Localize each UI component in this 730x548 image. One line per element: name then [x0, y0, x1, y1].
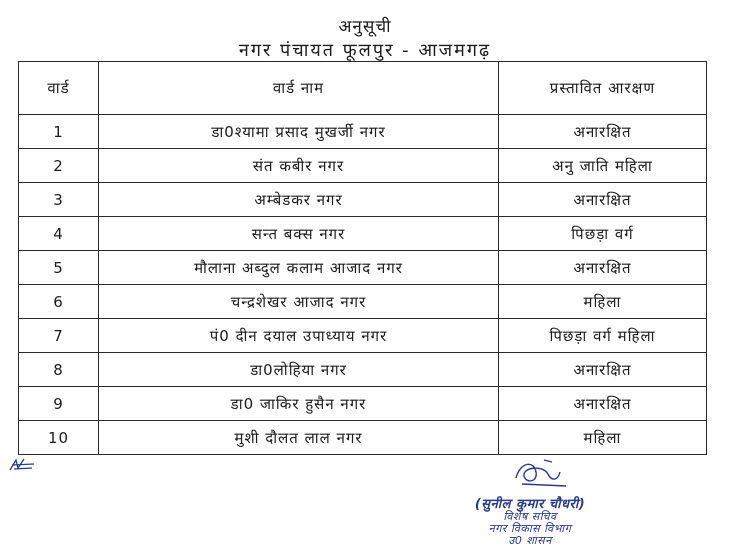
ward-name: मौलाना अब्दुल कलाम आजाद नगर — [99, 251, 499, 285]
ward-reservation: अनारक्षित — [499, 387, 707, 421]
ward-number: 6 — [19, 285, 99, 319]
signatory-office: उ0 शासन — [508, 534, 552, 547]
ward-number: 2 — [19, 149, 99, 183]
ward-reservation: महिला — [499, 285, 707, 319]
ward-name: सन्त बक्स नगर — [99, 217, 499, 251]
ward-name: मुशी दौलत लाल नगर — [99, 421, 499, 455]
ward-number: 4 — [19, 217, 99, 251]
signature-block — [430, 456, 630, 547]
ward-number: 5 — [19, 251, 99, 285]
ward-name: डा0लोहिया नगर — [99, 353, 499, 387]
table-row — [19, 285, 707, 319]
ward-name: डा0 जाकिर हुसैन नगर — [99, 387, 499, 421]
ward-name: अम्बेडकर नगर — [99, 183, 499, 217]
table-row — [19, 387, 707, 421]
table-row — [19, 149, 707, 183]
ward-name: पं0 दीन दयाल उपाध्याय नगर — [99, 319, 499, 353]
ward-number: 1 — [19, 115, 99, 149]
table-row — [19, 421, 707, 455]
table-row — [19, 115, 707, 149]
ward-reservation: अनारक्षित — [499, 251, 707, 285]
ward-reservation: पिछड़ा वर्ग — [499, 217, 707, 251]
ward-reservation: महिला — [499, 421, 707, 455]
ward-name: संत कबीर नगर — [99, 149, 499, 183]
ward-number: 9 — [19, 387, 99, 421]
ward-reservation: अनु जाति महिला — [499, 149, 707, 183]
table-row — [19, 183, 707, 217]
signatory-department: नगर विकास विभाग — [488, 522, 572, 535]
ward-reservation-table — [18, 61, 707, 455]
signature-scribble-icon — [508, 456, 578, 490]
ward-name: चन्द्रशेखर आजाद नगर — [99, 285, 499, 319]
ward-reservation: अनारक्षित — [499, 183, 707, 217]
signatory-designation: विशेष सचिव — [503, 510, 557, 523]
table-row — [19, 319, 707, 353]
pen-mark-icon — [8, 456, 38, 476]
ward-reservation: अनारक्षित — [499, 353, 707, 387]
table-row — [19, 217, 707, 251]
table-row — [19, 251, 707, 285]
ward-number: 3 — [19, 183, 99, 217]
signatory-name: (सुनील कुमार चौधरी) — [474, 497, 586, 512]
ward-name: डा0श्यामा प्रसाद मुखर्जी नगर — [99, 115, 499, 149]
header-ward-name: वार्ड नाम — [99, 62, 499, 115]
document-subtitle: नगर पंचायत फूलपुर - आजमगढ़ — [238, 40, 492, 61]
ward-number: 10 — [19, 421, 99, 455]
ward-number: 7 — [19, 319, 99, 353]
ward-reservation: अनारक्षित — [499, 115, 707, 149]
table-header-row — [19, 62, 707, 115]
document-title: अनुसूची — [338, 17, 392, 37]
header-ward: वार्ड — [19, 62, 99, 115]
ward-reservation: पिछड़ा वर्ग महिला — [499, 319, 707, 353]
ward-number: 8 — [19, 353, 99, 387]
table-row — [19, 353, 707, 387]
header-proposed-reservation: प्रस्तावित आरक्षण — [499, 62, 707, 115]
